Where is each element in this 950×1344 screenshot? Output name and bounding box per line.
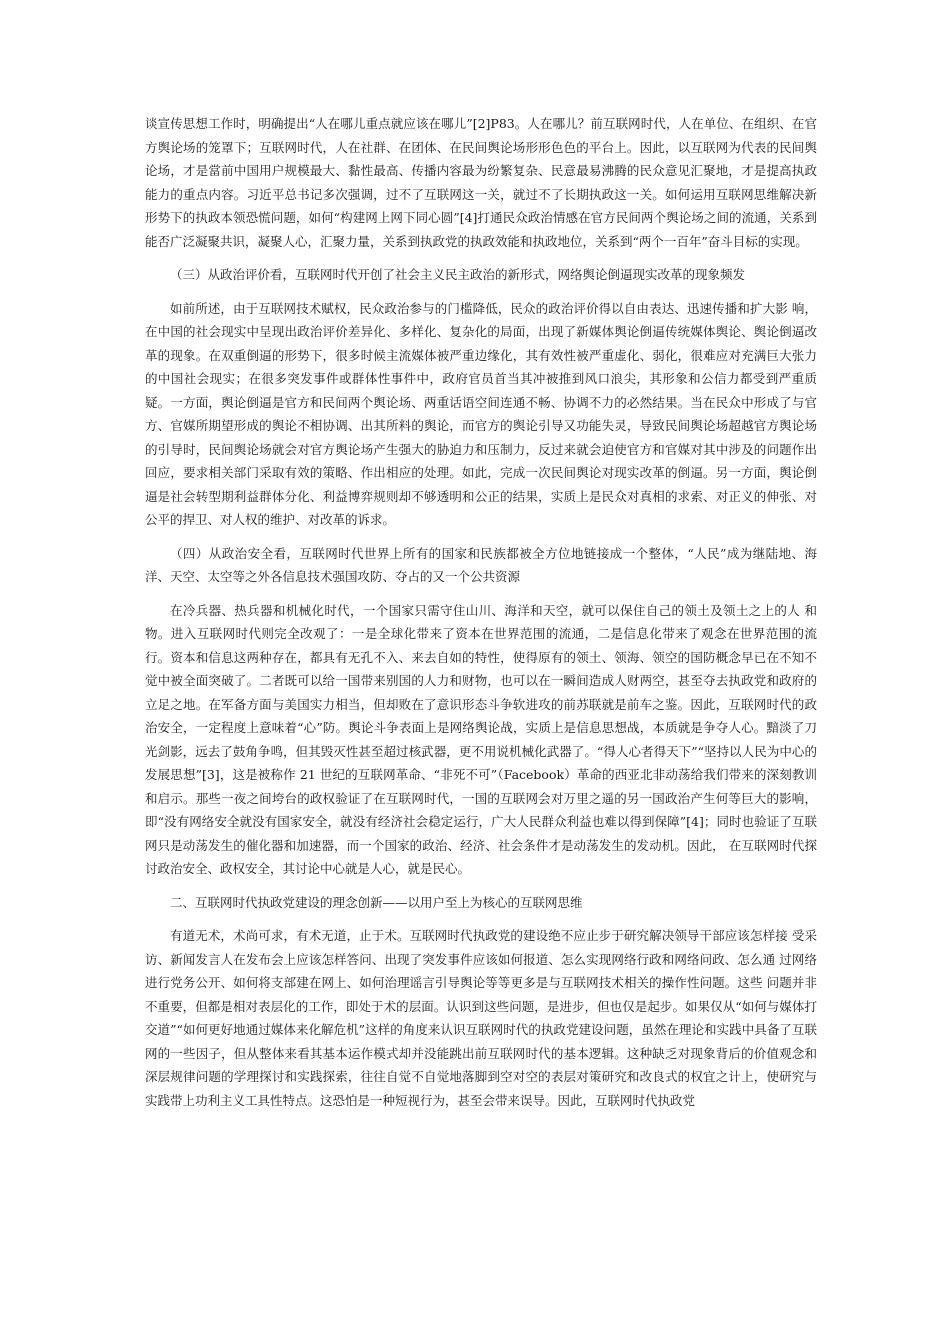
paragraph-intro: 谈宣传思想工作时，明确提出“人在哪儿重点就应该在哪儿”[2]P83。人在哪儿？前互联网时代，人在单位、在组织、在官方舆论场的笼罩下；互联网时代，人在社群、在团体、在民间舆论场形形色色的平台上。因此，以互联网为代表的民间舆论场，才是當前中国用户规模最大、黏性最高、传播内容最为纷繁复杂、民意最易沸腾的民众意见汇聚地，才是提高执政能力的重点内容。习近平总书记多次强调，过不了互联网这一关，就过不了长期执政这一关。如何运用互联网思维解决新形势下的执政本领恐慌问题，如何“构建网上网下同心圆”[4]打通民众政治情感在官方民间两个舆论场之间的流通，关系到能否广泛凝聚共识，凝聚人心，汇聚力量，关系到执政党的执政效能和执政地位，关系到“两个一百年”奋斗目标的实现。 <box>145 116 817 249</box>
document-page <box>145 112 817 1122</box>
paragraph-political-evaluation: 如前所述，由于互联网技术赋权，民众政治参与的门槛降低，民众的政治评价得以自由表达、迅速传播和扩大影 响，在中国的社会现实中呈现出政治评价差异化、多样化、复杂化的局面，出现了新媒体舆论倒逼传统媒体舆论、舆论倒逼改革的现象。在双重倒逼的形势下，很多时候主流媒体被严重边缘化，其有效性被严重虚化、弱化，很难应对充满巨大张力的中国社会现实；在很多突发事件或群体性事件中，政府官员首当其冲被推到风口浪尖，其形象和公信力都受到严重质疑。一方面，舆论倒逼是官方和民间两个舆论场、两重话语空间连通不畅、协调不力的必然结果。当在民众中形成了与官方、官媒所期望形成的舆论不相协调、出其所料的舆论，而官方的舆论引导又功能失灵，导致民间舆论场超越官方舆论场的引导时，民间舆论场就会对官方舆论场产生强大的胁迫力和压制力，反过来就会迫使官方和官媒对其中涉及的问题作出回应，要求相关部门采取有效的策略、作出相应的处理。如此，完成一次民间舆论对现实改革的倒逼。另一方面，舆论倒逼是社会转型期利益群体分化、利益博弈规则却不够透明和公正的结果，实质上是民众对真相的求索、对正义的伸张、对公平的捍卫、对人权的维护、对改革的诉求。 <box>145 300 817 527</box>
chapter-heading-2: 二、互联网时代执政党建设的理念创新——以用户至上为核心的互联网思维 <box>170 894 583 910</box>
paragraph-internet-thinking: 有道无术，术尚可求，有术无道，止于术。互联网时代执政党的建设绝不应止步于研究解决领导干部应该怎样接 受采访、新闻发言人在发布会上应该怎样答问、出现了突发事件应该如何报道、怎么实现网络行政和网络问政、怎么通 过网络进行党务公开、如何将支部建在网上、如何治理谣言引导舆论等等更多是与互联网技术相关的操作性问题。这些 问题并非不重要，但都是相对表层化的工作，即处于术的层面。认识到这些问题，是进步，但也仅是起步。如果仅从“如何与媒体打交道”“如何更好地通过媒体来化解危机”这样的角度来认识互联网时代的执政党建设问题，虽然在理论和实践中具备了互联网的一些因子，但从整体来看其基本运作模式却并没能跳出前互联网时代的基本逻辑。这种缺乏对现象背后的价值观念和深层规律问题的学理探讨和实践探索，往往自觉不自觉地落脚到空对空的表层对策研究和改良式的权宜之计上，使研究与实践带上功利主义工具性特点。这恐怕是一种短视行为，甚至会带来误导。因此，互联网时代执政党 <box>145 928 817 1108</box>
paragraph-political-security: 在冷兵器、热兵器和机械化时代，一个国家只需守住山川、海洋和天空，就可以保住自己的领土及领土之上的人 和物。进入互联网时代则完全改观了：一是全球化带来了资本在世界范围的流通，二是信息化带来了观念在世界范围的流行。资本和信息这两种存在，都具有无孔不入、来去自如的特性，使得原有的领土、领海、领空的国防概念早已在不知不觉中被全面突破了。二者既可以给一国带来别国的人力和财物，也可以在一瞬间造成人财两空，甚至夺去执政党和政府的立足之地。在军备方面与美国实力相当，但却败在了意识形态斗争软进攻的前苏联就是前车之鉴。因此，互联网时代的政治安全，一定程度上意味着“心”防。舆论斗争表面上是网络舆论战，实质上是信息思想战，本质就是争夺人心。黯淡了刀光剑影，远去了鼓角争鸣，但其毁灭性甚至超过核武器，更不用说机械化武器了。“得人心者得天下”“坚持以人民为中心的发展思想”[3]，这是被称作 21 世纪的互联网革命、“非死不可”（Facebook）革命的西亚北非动荡给我们带来的深刻教训和启示。那些一夜之间垮台的政权验证了在互联网时代，一国的互联网会对万里之遥的另一国政治产生何等巨大的影响，即“没有网络安全就没有国家安全，就没有经济社会稳定运行，广大人民群众利益也难以得到保障”[4]；同时也验证了互联网只是动荡发生的催化器和加速器，而一个国家的政治、经济、社会条件才是动荡发生的发动机。因此， 在互联网时代探讨政治安全、政权安全，其讨论中心就是人心，就是民心。 <box>145 602 817 876</box>
section-heading-4: （四）从政治安全看，互联网时代世界上所有的国家和民族都被全方位地链接成一个整体，“人民”成为继陆地、海洋、天空、太空等之外各信息技术强国攻防、夺占的又一个公共资源 <box>145 545 817 584</box>
section-heading-3: （三）从政治评价看，互联网时代开创了社会主义民主政治的新形式，网络舆论倒逼现实改革的现象频发 <box>170 267 746 282</box>
